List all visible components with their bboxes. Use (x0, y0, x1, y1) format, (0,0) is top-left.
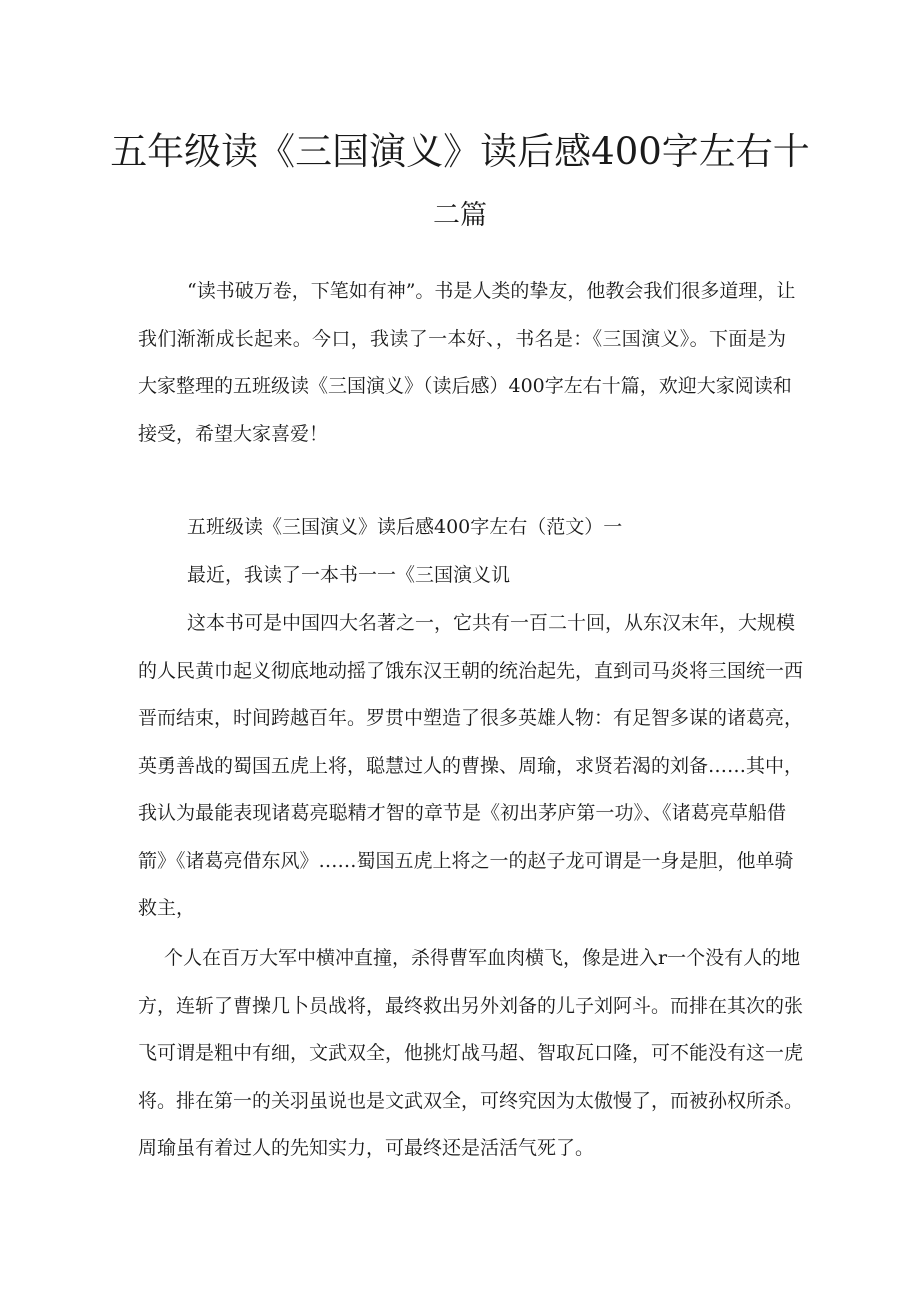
paragraph-line: 我认为最能表现诸葛亮聪精才智的章节是《初出茅庐第一功》、《诸葛亮草船借 (138, 802, 786, 824)
section-heading: 五班级读《三国演义》读后感400字左右（范文）一 (187, 516, 623, 538)
paragraph-line: 的人民黄巾起义彻底地动摇了饿东汉王朝的统治起先，直到司马炎将三国统一西 (138, 659, 804, 682)
paragraph-line: 飞可谓是粗中有细，文武双全，他挑灯战马超、智取瓦口隆，可不能没有这一虎 (138, 1042, 804, 1064)
intro-paragraph (138, 268, 796, 458)
paragraph-line: 个人在百万大军中横冲直撞，杀得曹军血肉横飞，像是进入r一个没有人的地 (164, 947, 801, 969)
body-paragraph-1 (138, 600, 804, 933)
body-paragraph-2 (138, 935, 804, 1173)
paragraph-line: “读书破万卷，下笔如有神”。书是人类的挚友，他教会我们很多道理，让 (187, 280, 796, 302)
paragraph-line: 方，连斩了曹操几卜员战将，最终救出另外刘备的儿子刘阿斗。而排在其次的张 (138, 994, 804, 1017)
paragraph-line: 这本书可是中国四大名著之一，它共有一百二十回，从东汉末年，大规模 (187, 612, 796, 634)
paragraph-line: 大家整理的五班级读《三国演义》（读后感）400字左右十篇，欢迎大家阅读和 (138, 375, 792, 397)
paragraph-line: 晋而结束，时间跨越百年。罗贯中塑造了很多英雄人物：有足智多谋的诸葛亮， (138, 707, 804, 729)
paragraph-line: 救主， (138, 897, 196, 919)
paragraph-line: 周瑜虽有着过人的先知实力，可最终还是活活气死了。 (138, 1137, 595, 1159)
paragraph-line: 英勇善战的蜀国五虎上将，聪慧过人的曹操、周瑜，求贤若渴的刘备……其中， (138, 754, 804, 777)
document-title-continued: 二篇 (433, 200, 487, 231)
document-title: 五年级读《三国演义》读后感400字左右十 (110, 130, 810, 173)
paragraph-line: 我们渐渐成长起来。今口，我读了一本好、，书名是：《三国演义》。下面是为 (138, 327, 786, 350)
paragraph-line: 接受，希望大家喜爱！ (138, 422, 329, 445)
recent-line: 最近，我读了一本书一一《三国演义讥 (187, 564, 511, 586)
paragraph-line: 箭》《诸葛亮借东风》……蜀国五虎上将之一的赵子龙可谓是一身是胆，他单骑 (138, 849, 794, 872)
paragraph-line: 将。排在第一的关羽虽说也是文武双全，可终究因为太傲慢了，而被孙权所杀。 (138, 1089, 804, 1112)
